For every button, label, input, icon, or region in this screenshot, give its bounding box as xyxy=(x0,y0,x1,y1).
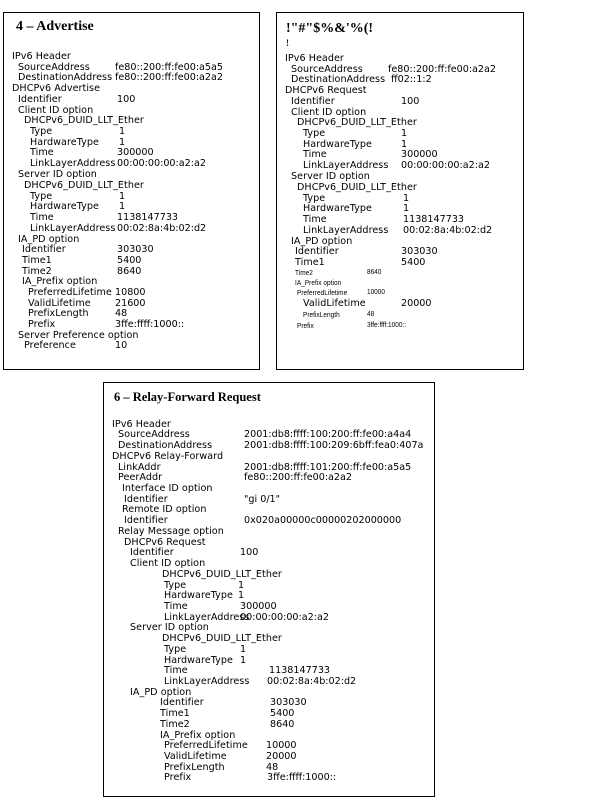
field-value: 1 xyxy=(119,191,126,202)
field-label: DestinationAddress xyxy=(291,74,386,85)
field-label: IA_Prefix option xyxy=(295,278,342,287)
field-label: Client ID option xyxy=(130,558,206,569)
field-label: Time xyxy=(303,214,327,225)
field-value: fe80::200:ff:fe00:a5a5 xyxy=(115,62,224,73)
field-value: 1 xyxy=(119,201,126,212)
field-value: 1 xyxy=(401,128,408,139)
field-label: DHCPv6_DUID_LLT_Ether xyxy=(162,633,282,644)
field-value: 303030 xyxy=(401,246,438,257)
field-value: 1 xyxy=(403,193,410,204)
field-label: Relay Message option xyxy=(118,526,224,537)
field-label: ValidLifetime xyxy=(164,751,227,762)
field-label: Identifier xyxy=(295,246,339,257)
field-label: DHCPv6_DUID_LLT_Ether xyxy=(24,115,144,126)
field-value: 5400 xyxy=(270,708,295,719)
field-label: IA_PD option xyxy=(18,234,80,245)
field-value: 2001:db8:ffff:100:209:6bff:fea0:407a xyxy=(244,440,424,451)
field-value: 20000 xyxy=(266,751,297,762)
field-label: SourceAddress xyxy=(118,429,190,440)
field-value: 1 xyxy=(403,203,410,214)
field-label: Server Preference option xyxy=(18,330,139,341)
field-value: 8640 xyxy=(367,267,382,276)
field-label: Time1 xyxy=(295,257,325,268)
field-label: LinkLayerAddress xyxy=(164,612,250,623)
field-value: fe80::200:ff:fe00:a2a2 xyxy=(388,64,497,75)
field-label: Identifier xyxy=(18,94,62,105)
field-label: DHCPv6_DUID_LLT_Ether xyxy=(24,180,144,191)
field-value: fe80::200:ff:fe00:a2a2 xyxy=(115,72,224,83)
field-value: 48 xyxy=(115,308,128,319)
field-label: Identifier xyxy=(124,494,168,505)
field-value: fe80::200:ff:fe00:a2a2 xyxy=(244,472,353,483)
field-value: 00:02:8a:4b:02:d2 xyxy=(267,676,357,687)
field-value: 8640 xyxy=(270,719,295,730)
field-label: LinkAddr xyxy=(118,462,161,473)
field-label: DestinationAddress xyxy=(18,72,113,83)
field-value: 10800 xyxy=(115,287,146,298)
field-value: 48 xyxy=(367,309,375,318)
field-label: DHCPv6 Advertise xyxy=(12,83,101,94)
field-value: "gi 0/1" xyxy=(244,494,281,505)
panel-title: 4 – Advertise xyxy=(16,19,94,34)
panel-title: !"#"$%&'%(! xyxy=(286,21,374,36)
field-label: PrefixLength xyxy=(303,310,340,319)
field-value: 1138147733 xyxy=(269,665,331,676)
field-label: LinkLayerAddress xyxy=(164,676,250,687)
field-label: HardwareType xyxy=(164,590,233,601)
field-value: 2001:db8:ffff:100:200:ff:fe00:a4a4 xyxy=(244,429,412,440)
field-value: 1 xyxy=(240,644,247,655)
field-label: PrefixLength xyxy=(28,308,89,319)
field-value: 48 xyxy=(266,762,279,773)
field-value: 10000 xyxy=(266,740,297,751)
field-label: Server ID option xyxy=(130,622,209,633)
field-label: PreferredLifetime xyxy=(297,288,348,297)
field-label: Identifier xyxy=(130,547,174,558)
field-value: 300000 xyxy=(401,149,438,160)
field-value: 10000 xyxy=(367,287,385,296)
panel-subtitle: ! xyxy=(286,38,289,48)
field-value: 00:00:00:00:a2:a2 xyxy=(117,158,206,169)
field-label: DHCPv6 Request xyxy=(124,537,206,548)
field-label: Type xyxy=(303,128,326,139)
field-label: Prefix xyxy=(28,319,56,330)
field-label: DHCPv6_DUID_LLT_Ether xyxy=(162,569,282,580)
field-label: Type xyxy=(30,126,53,137)
field-value: 00:00:00:00:a2:a2 xyxy=(401,160,490,171)
field-label: Type xyxy=(30,191,53,202)
field-label: HardwareType xyxy=(30,137,99,148)
field-label: Client ID option xyxy=(291,107,367,118)
field-label: LinkLayerAddress xyxy=(30,158,116,169)
advertise-panel xyxy=(3,12,260,370)
field-label: PreferredLifetime xyxy=(28,287,112,298)
field-value: 10 xyxy=(115,340,128,351)
field-label: DHCPv6_DUID_LLT_Ether xyxy=(297,182,417,193)
request-panel xyxy=(276,12,524,370)
field-label: Time xyxy=(30,147,54,158)
field-label: IPv6 Header xyxy=(112,419,171,430)
panel-title: 6 – Relay-Forward Request xyxy=(114,390,261,404)
field-value: 1138147733 xyxy=(403,214,465,225)
field-label: ValidLifetime xyxy=(28,298,91,309)
field-value: 3ffe:ffff:1000:: xyxy=(115,319,185,330)
field-label: Time xyxy=(30,212,54,223)
field-label: HardwareType xyxy=(303,203,372,214)
field-label: SourceAddress xyxy=(291,64,363,75)
field-value: 00:02:8a:4b:02:d2 xyxy=(403,225,493,236)
field-value: 1 xyxy=(401,139,408,150)
field-label: LinkLayerAddress xyxy=(303,225,389,236)
field-label: Type xyxy=(164,580,187,591)
field-value: 2001:db8:ffff:101:200:ff:fe00:a5a5 xyxy=(244,462,412,473)
field-label: Identifier xyxy=(160,697,204,708)
field-label: DHCPv6_DUID_LLT_Ether xyxy=(297,117,417,128)
field-label: Type xyxy=(303,193,326,204)
field-value: 3ffe:ffff:1000:: xyxy=(267,772,337,783)
field-label: Time xyxy=(164,601,188,612)
field-value: 300000 xyxy=(240,601,277,612)
field-label: Time2 xyxy=(295,268,313,277)
field-label: Time1 xyxy=(160,708,190,719)
field-label: PrefixLength xyxy=(164,762,225,773)
field-value: 303030 xyxy=(117,244,154,255)
field-value: ff02::1:2 xyxy=(391,74,432,85)
field-label: PeerAddr xyxy=(118,472,163,483)
field-value: 5400 xyxy=(401,257,426,268)
field-label: HardwareType xyxy=(303,139,372,150)
field-value: 300000 xyxy=(117,147,154,158)
field-value: 20000 xyxy=(401,298,432,309)
field-label: Identifier xyxy=(22,244,66,255)
field-label: DHCPv6 Request xyxy=(285,85,367,96)
field-value: 100 xyxy=(401,96,420,107)
field-value: 3ffe:ffff:1000:: xyxy=(367,320,407,329)
field-label: Server ID option xyxy=(291,171,370,182)
field-label: DHCPv6 Relay-Forward xyxy=(112,451,224,462)
field-label: Interface ID option xyxy=(122,483,213,494)
field-label: IA_PD option xyxy=(130,687,192,698)
field-value: 1 xyxy=(238,580,245,591)
field-label: IA_Prefix option xyxy=(160,730,236,741)
field-value: 1 xyxy=(119,126,126,137)
field-label: IA_Prefix option xyxy=(22,276,98,287)
field-value: 5400 xyxy=(117,255,142,266)
field-value: 100 xyxy=(117,94,136,105)
field-value: 1 xyxy=(119,137,126,148)
field-label: Remote ID option xyxy=(122,504,207,515)
field-label: IA_PD option xyxy=(291,236,353,247)
field-label: Client ID option xyxy=(18,105,94,116)
field-value: 00:00:00:00:a2:a2 xyxy=(240,612,329,623)
field-label: Type xyxy=(164,644,187,655)
field-value: 100 xyxy=(240,547,259,558)
field-label: Time1 xyxy=(22,255,52,266)
field-label: Time xyxy=(303,149,327,160)
relay-forward-panel xyxy=(103,382,435,797)
field-value: 0x020a00000c00000202000000 xyxy=(244,515,402,526)
field-label: Time2 xyxy=(160,719,190,730)
field-label: LinkLayerAddress xyxy=(30,223,116,234)
field-label: PreferredLifetime xyxy=(164,740,248,751)
field-label: ValidLifetime xyxy=(303,298,366,309)
field-label: HardwareType xyxy=(30,201,99,212)
field-label: LinkLayerAddress xyxy=(303,160,389,171)
field-label: HardwareType xyxy=(164,655,233,666)
field-value: 00:02:8a:4b:02:d2 xyxy=(117,223,207,234)
field-label: Preference xyxy=(24,340,76,351)
field-label: IPv6 Header xyxy=(285,53,344,64)
field-label: Server ID option xyxy=(18,169,97,180)
field-value: 8640 xyxy=(117,266,142,277)
field-value: 1 xyxy=(240,655,247,666)
field-value: 21600 xyxy=(115,298,146,309)
field-label: Prefix xyxy=(297,321,314,330)
field-value: 1 xyxy=(238,590,245,601)
field-value: 303030 xyxy=(270,697,307,708)
field-label: DestinationAddress xyxy=(118,440,213,451)
field-label: IPv6 Header xyxy=(12,51,71,62)
field-label: SourceAddress xyxy=(18,62,90,73)
field-value: 1138147733 xyxy=(117,212,179,223)
field-label: Identifier xyxy=(124,515,168,526)
field-label: Time xyxy=(164,665,188,676)
field-label: Time2 xyxy=(22,266,52,277)
field-label: Identifier xyxy=(291,96,335,107)
field-label: Prefix xyxy=(164,772,192,783)
